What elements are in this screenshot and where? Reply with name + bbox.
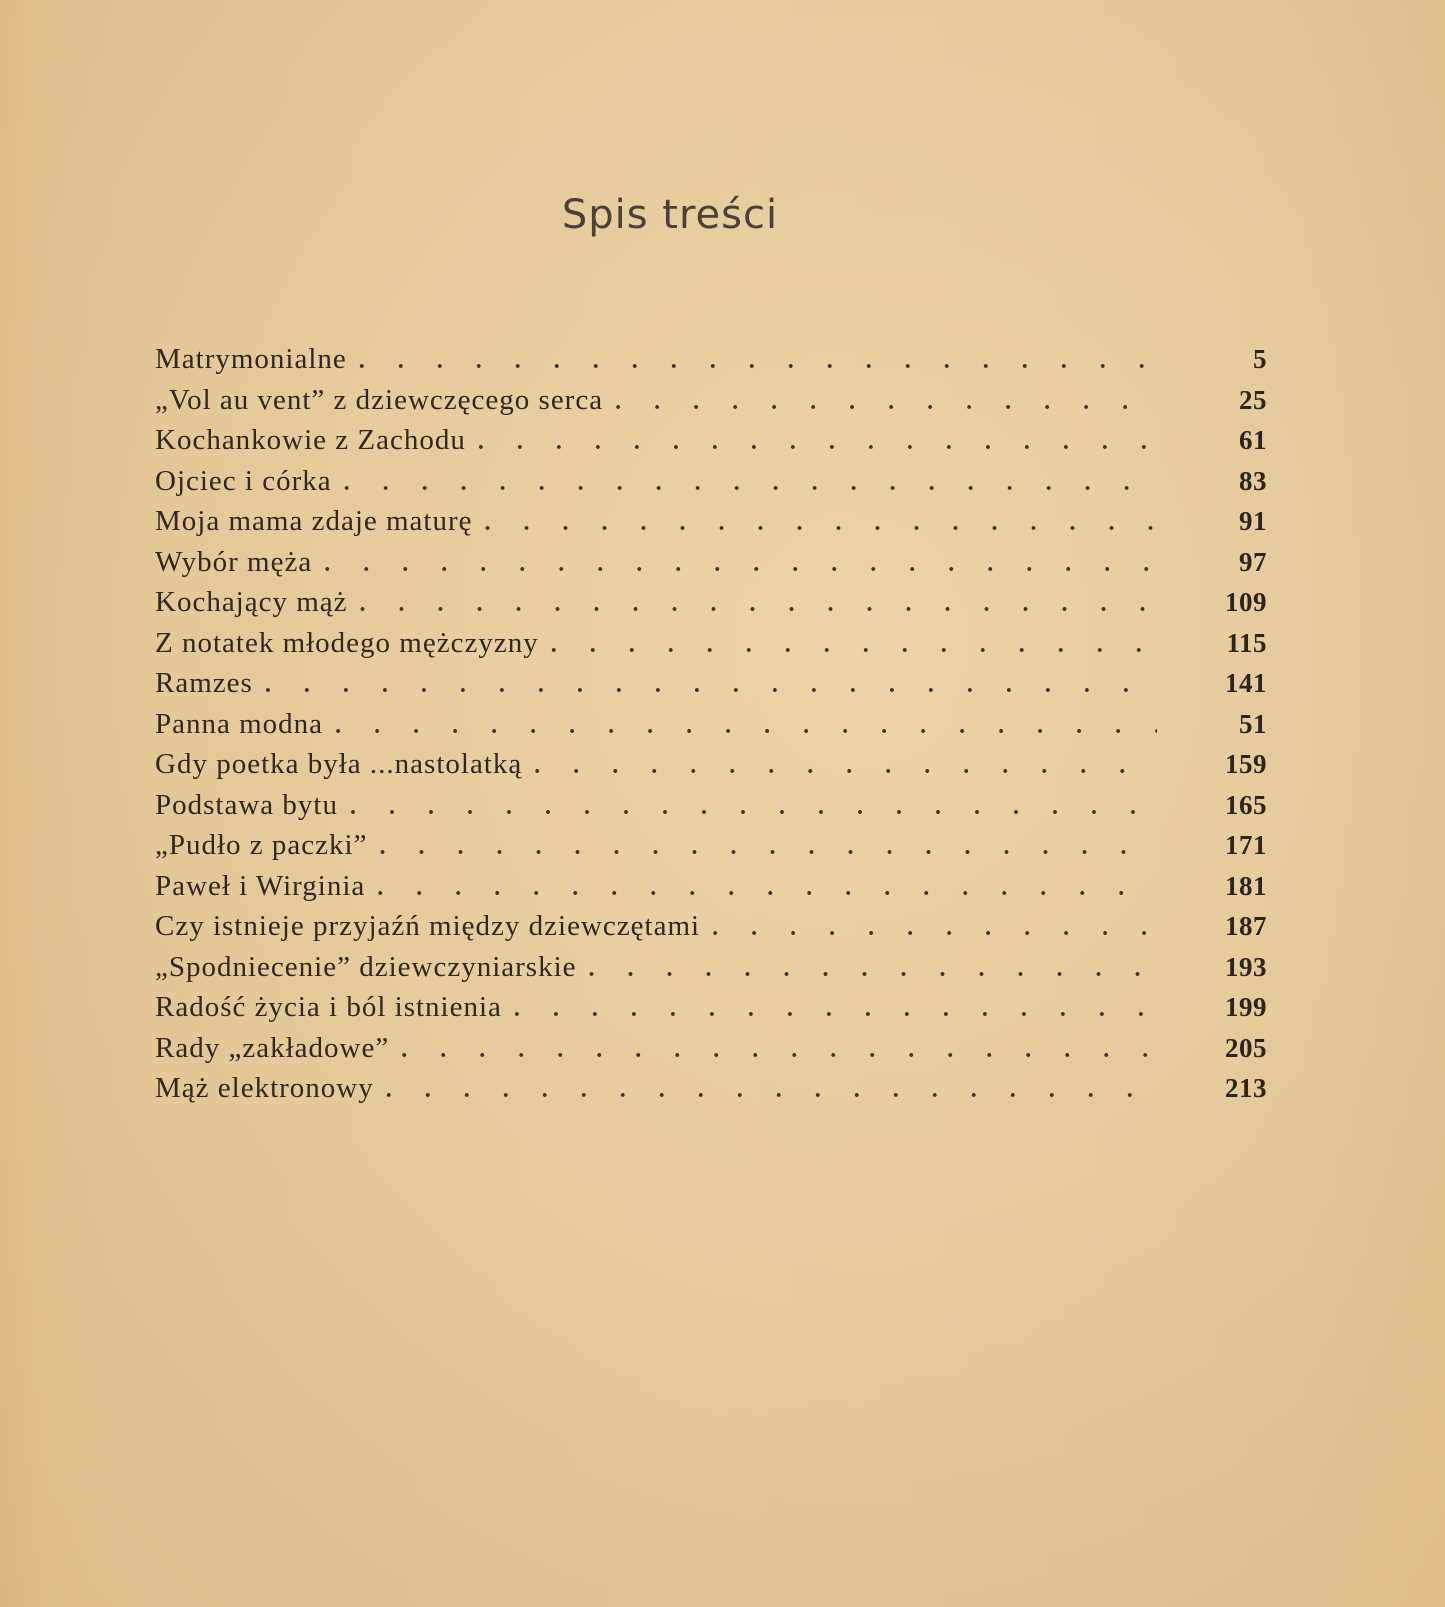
toc-entry-title: Ojciec i córka xyxy=(155,464,332,497)
toc-entry xyxy=(155,424,1267,465)
toc-entry-title: Czy istnieje przyjaźń między dziewczętami xyxy=(155,910,701,942)
toc-entry-title: Moja mama zdaje maturę xyxy=(155,505,473,537)
toc-entry-title: Matrymonialne xyxy=(155,343,347,375)
toc-entry xyxy=(155,789,1267,830)
toc-entry-title: Paweł i Wirginia xyxy=(155,869,366,902)
dot-leader xyxy=(335,713,1157,740)
toc-entry-page: 5 xyxy=(1253,344,1267,374)
toc-entry-page: 165 xyxy=(1225,789,1267,820)
dot-leader xyxy=(551,632,1157,659)
table-of-contents xyxy=(155,343,1267,1113)
toc-entry-page: 109 xyxy=(1225,587,1267,617)
dot-leader xyxy=(478,429,1157,456)
toc-entry-page: 181 xyxy=(1225,870,1267,901)
dot-leader xyxy=(350,794,1157,821)
toc-entry xyxy=(155,465,1267,506)
toc-entry-title: Kochający mąż xyxy=(155,586,348,618)
dot-leader xyxy=(615,389,1157,416)
toc-entry-title: Z notatek młodego mężczyzny xyxy=(155,626,539,659)
toc-entry xyxy=(155,1072,1267,1113)
dot-leader xyxy=(377,875,1157,902)
toc-entry-page: 61 xyxy=(1239,425,1267,455)
dot-leader xyxy=(359,348,1157,375)
toc-entry-page: 213 xyxy=(1225,1073,1267,1103)
dot-leader xyxy=(265,672,1157,699)
toc-entry-page: 115 xyxy=(1226,627,1267,658)
dot-leader xyxy=(379,834,1157,861)
toc-entry-title: Gdy poetka była ...nastolatką xyxy=(155,748,523,780)
toc-entry xyxy=(155,505,1267,546)
dot-leader xyxy=(712,915,1157,942)
toc-entry-page: 159 xyxy=(1225,749,1267,779)
toc-entry xyxy=(155,870,1267,911)
toc-entry xyxy=(155,748,1267,789)
page-title: Spis treści xyxy=(561,192,779,238)
toc-entry-title: Wybór męża xyxy=(155,545,313,578)
dot-leader xyxy=(324,551,1157,578)
toc-entry xyxy=(155,708,1267,749)
toc-entry xyxy=(155,667,1267,708)
toc-entry-title: Radość życia i ból istnienia xyxy=(155,991,502,1023)
toc-entry-title: Mąż elektronowy xyxy=(155,1072,374,1104)
toc-entry-page: 97 xyxy=(1239,546,1267,577)
toc-entry-page: 193 xyxy=(1225,951,1267,982)
toc-entry-title: Podstawa bytu xyxy=(155,788,338,821)
dot-leader xyxy=(534,753,1157,780)
toc-entry-page: 205 xyxy=(1225,1032,1267,1063)
toc-entry-page: 83 xyxy=(1239,465,1267,496)
toc-entry xyxy=(155,546,1267,587)
toc-entry xyxy=(155,829,1267,870)
dot-leader xyxy=(485,510,1157,537)
toc-entry-title: Rady „zakładowe” xyxy=(155,1031,390,1064)
toc-entry-page: 141 xyxy=(1225,668,1267,698)
toc-entry-page: 171 xyxy=(1225,830,1267,860)
dot-leader xyxy=(360,591,1157,618)
toc-entry-page: 199 xyxy=(1225,992,1267,1022)
toc-entry xyxy=(155,586,1267,627)
dot-leader xyxy=(344,470,1157,497)
toc-entry-title: „Pudło z paczki” xyxy=(155,829,368,861)
toc-entry-page: 187 xyxy=(1225,911,1267,941)
toc-entry xyxy=(155,627,1267,668)
toc-entry-page: 25 xyxy=(1239,384,1267,415)
toc-entry xyxy=(155,910,1267,951)
toc-entry-title: „Spodniecenie” dziewczyniarskie xyxy=(155,950,577,983)
toc-entry-page: 91 xyxy=(1239,506,1267,536)
dot-leader xyxy=(401,1037,1157,1064)
dot-leader xyxy=(514,996,1157,1023)
toc-entry-title: Panna modna xyxy=(155,707,324,740)
toc-entry-title: Ramzes xyxy=(155,667,253,699)
toc-entry xyxy=(155,343,1267,384)
toc-entry xyxy=(155,951,1267,992)
toc-entry xyxy=(155,384,1267,425)
dot-leader xyxy=(386,1077,1157,1104)
dot-leader xyxy=(589,956,1157,983)
toc-entry-title: Kochankowie z Zachodu xyxy=(155,424,466,456)
toc-entry-title: „Vol au vent” z dziewczęcego serca xyxy=(155,383,604,416)
toc-entry-page: 51 xyxy=(1239,708,1267,739)
toc-entry xyxy=(155,1032,1267,1073)
toc-entry xyxy=(155,991,1267,1032)
